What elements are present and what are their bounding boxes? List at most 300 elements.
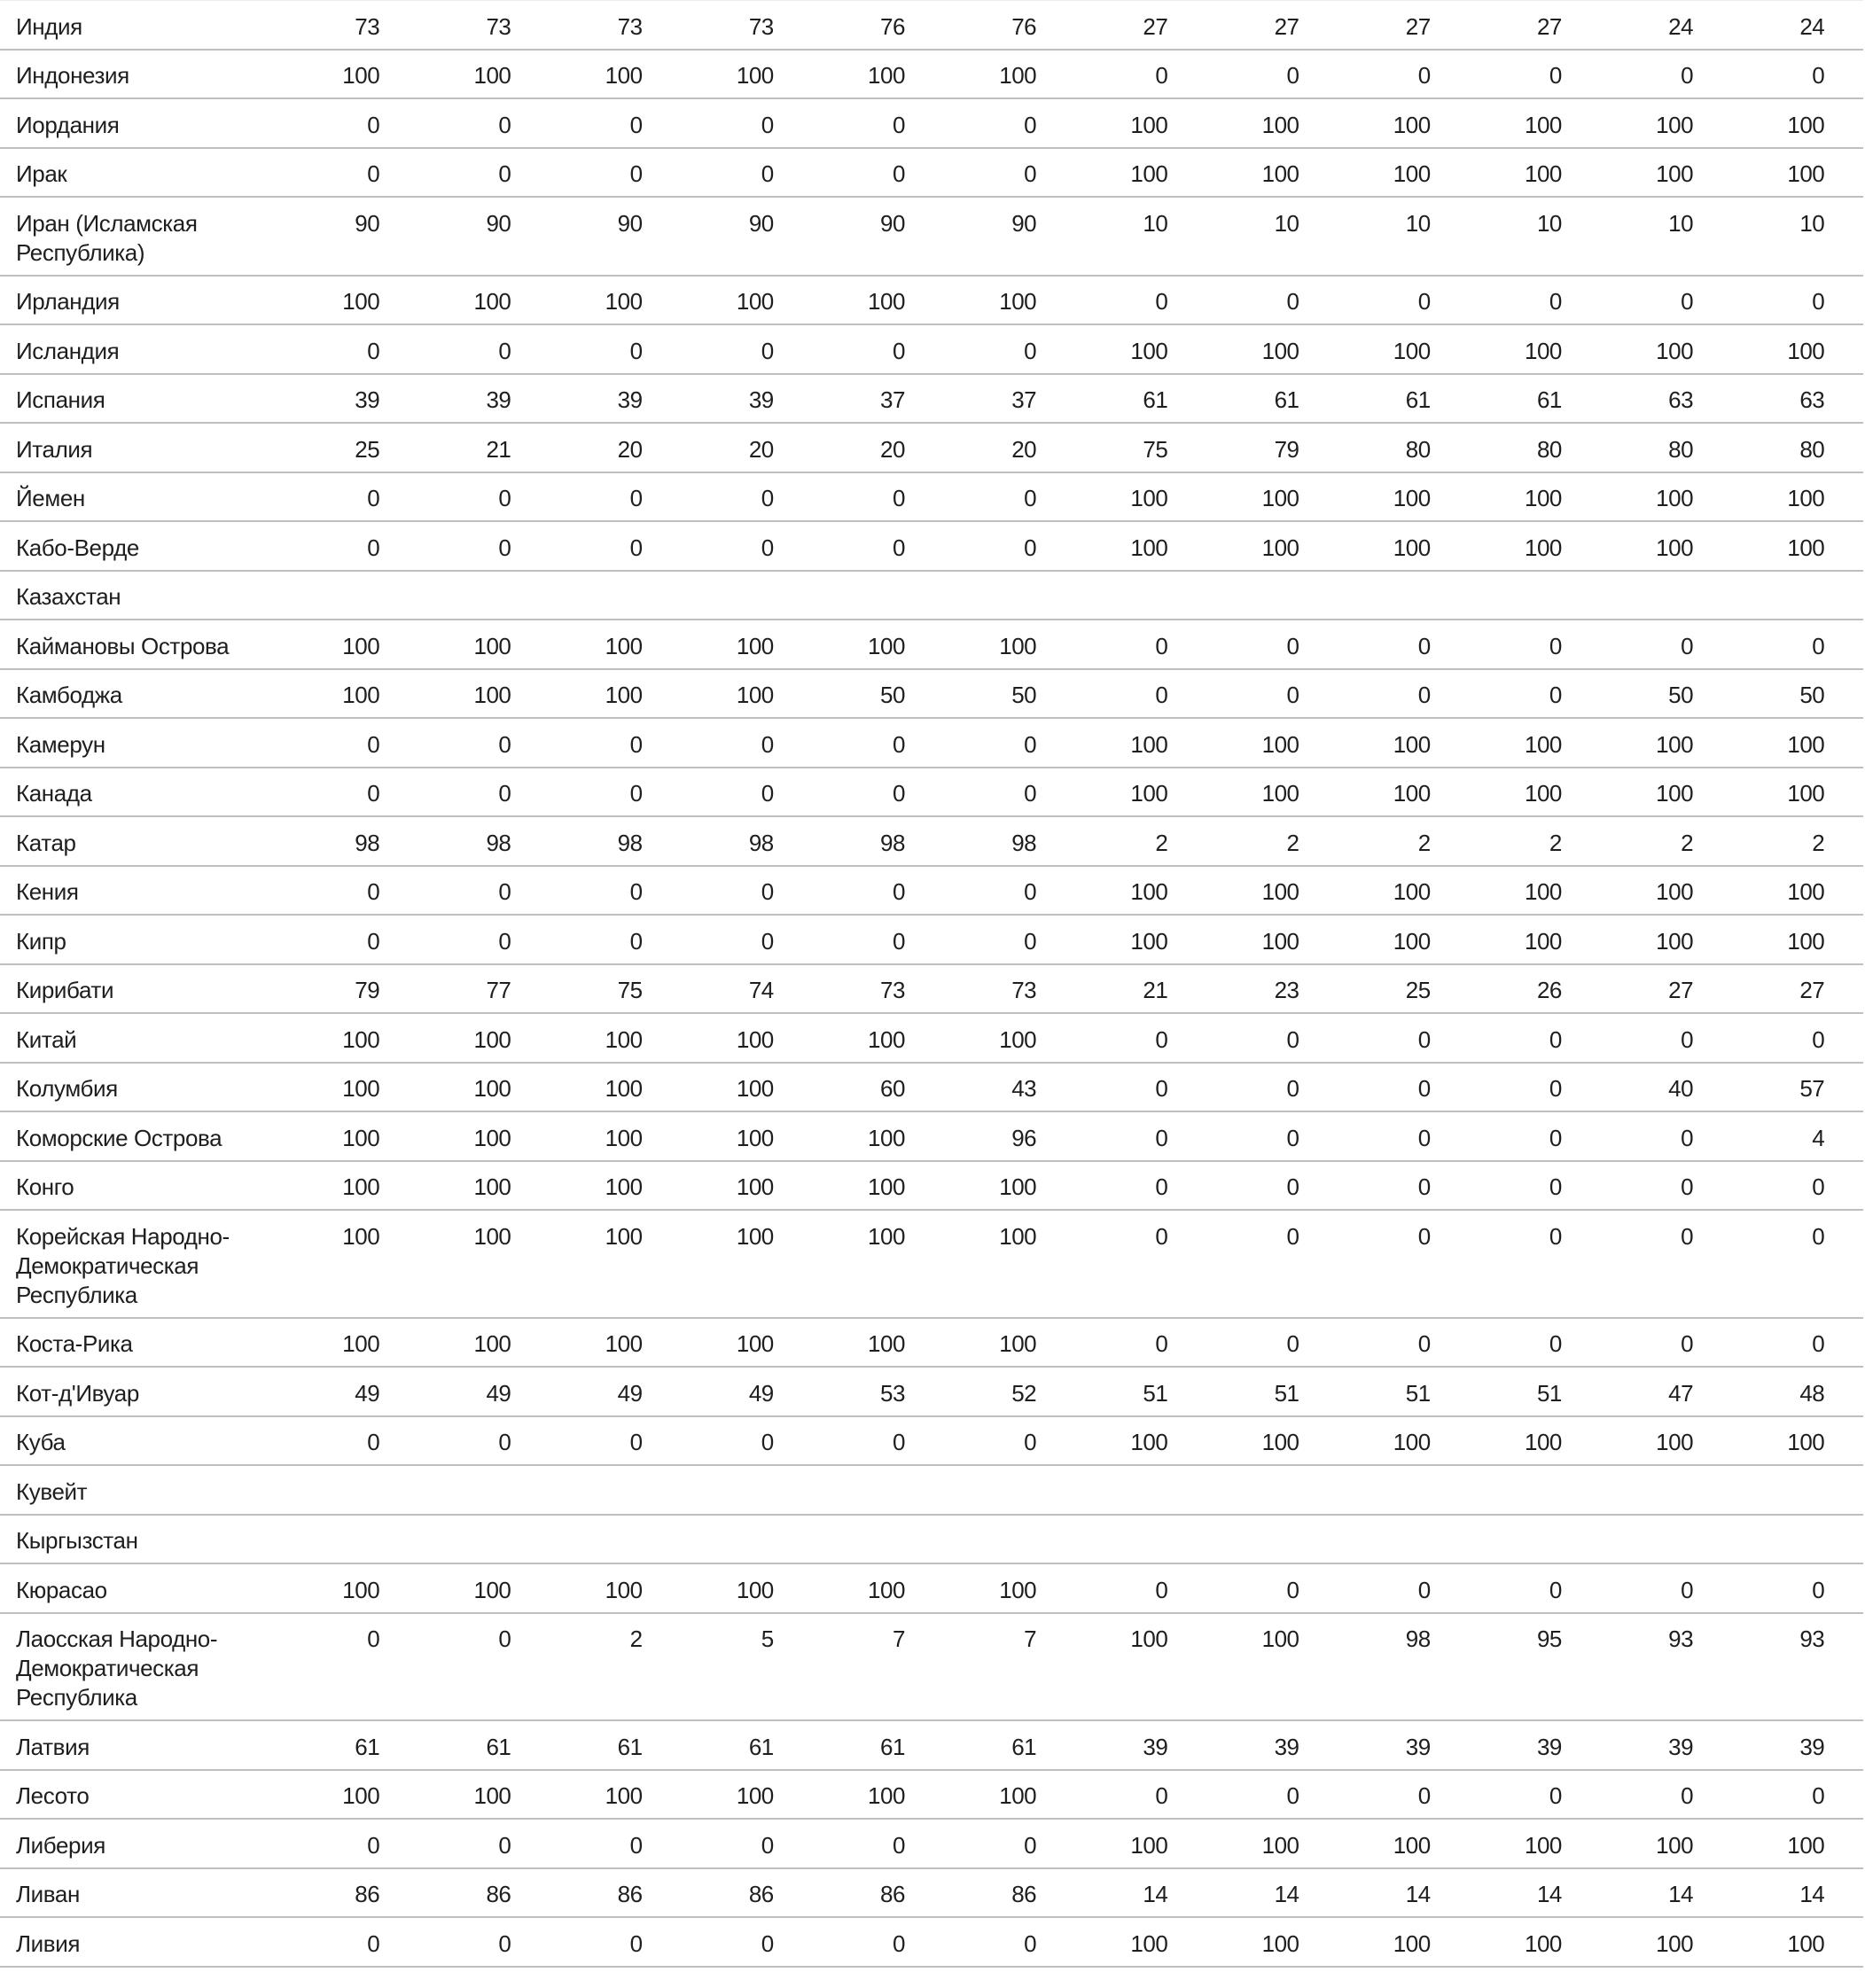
value-cell: 0 (367, 1625, 380, 1652)
value-cell (1431, 1477, 1562, 1507)
value-cell: 0 (629, 160, 643, 187)
value-cell: 27 (1799, 977, 1825, 1003)
country-name: Латвия (16, 1733, 90, 1760)
value-cell: 86 (486, 1881, 511, 1907)
table-row (0, 1918, 1863, 1968)
value-cell: 100 (1130, 1625, 1168, 1652)
value-cell: 100 (473, 632, 511, 659)
value-cell: 39 (748, 386, 774, 413)
value-cell: 100 (1261, 878, 1299, 905)
value-cells (248, 337, 1824, 366)
value-cell: 0 (761, 1831, 774, 1859)
value-cell: 48 (1799, 1379, 1825, 1407)
value-cell: 2 (629, 1625, 643, 1652)
value-cells (248, 160, 1824, 189)
country-name: Йемен (16, 485, 85, 511)
country-name: Кюрасао (16, 1576, 107, 1603)
table-row (0, 1064, 1863, 1113)
value-cell: 2 (1155, 829, 1168, 856)
value-cell: 0 (367, 534, 380, 561)
value-cell (1299, 1526, 1431, 1555)
country-name: Ливан (16, 1881, 80, 1907)
value-cell: 100 (1393, 160, 1431, 187)
table-row (0, 965, 1863, 1015)
value-cell: 51 (1405, 1379, 1431, 1407)
value-cell: 0 (1024, 534, 1037, 561)
table-row (0, 1112, 1863, 1162)
value-cell: 0 (498, 1831, 511, 1859)
value-cell: 0 (761, 1429, 774, 1455)
value-cell: 100 (473, 288, 511, 315)
value-cell: 0 (629, 485, 643, 511)
table-row (0, 149, 1863, 199)
value-cell: 0 (1681, 62, 1694, 89)
value-cell: 0 (1286, 1576, 1299, 1603)
value-cell: 100 (1787, 878, 1825, 905)
value-cell: 0 (1024, 927, 1037, 955)
country-name-line: Республика (16, 1281, 137, 1308)
value-cell: 100 (1393, 927, 1431, 955)
value-cell: 27 (1274, 12, 1299, 40)
value-cell: 100 (1656, 780, 1694, 807)
value-cell (774, 582, 905, 612)
value-cell: 0 (1681, 1173, 1694, 1200)
value-cell: 100 (1656, 485, 1694, 511)
value-cell: 100 (473, 62, 511, 89)
value-cells (248, 632, 1824, 661)
table-row (0, 620, 1863, 670)
value-cell: 100 (1261, 485, 1299, 511)
value-cell: 2 (1549, 829, 1562, 856)
table-row (0, 867, 1863, 916)
value-cell: 0 (498, 534, 511, 561)
value-cell: 98 (355, 829, 380, 856)
value-cell: 10 (1799, 209, 1825, 237)
value-cell: 100 (1656, 1429, 1694, 1455)
value-cell: 39 (617, 386, 643, 413)
value-cell: 0 (629, 1831, 643, 1859)
value-cell: 100 (999, 1222, 1037, 1250)
value-cell: 100 (1656, 1831, 1694, 1859)
value-cell: 100 (868, 632, 905, 659)
value-cell: 57 (1799, 1075, 1825, 1102)
value-cell: 39 (1143, 1733, 1168, 1760)
value-cell: 100 (473, 1576, 511, 1603)
value-cell: 61 (880, 1733, 905, 1760)
value-cell (1693, 582, 1824, 612)
table-row (0, 1466, 1863, 1516)
value-cell: 100 (1393, 1831, 1431, 1859)
value-cells (248, 1880, 1824, 1909)
value-cell: 73 (748, 12, 774, 40)
country-name: Индонезия (16, 62, 129, 89)
value-cell: 100 (605, 1124, 643, 1151)
value-cell: 100 (1656, 730, 1694, 758)
table-row (0, 1, 1863, 51)
value-cell: 0 (1286, 682, 1299, 708)
value-cells (248, 927, 1824, 956)
value-cell: 0 (892, 1429, 905, 1455)
value-cell: 0 (498, 111, 511, 138)
value-cell: 27 (1536, 12, 1562, 40)
value-cell (1299, 582, 1431, 612)
value-cell: 100 (1656, 1930, 1694, 1957)
value-cell: 79 (355, 977, 380, 1003)
value-cell: 100 (1393, 730, 1431, 758)
value-cell: 0 (629, 730, 643, 758)
value-cell: 100 (1787, 111, 1825, 138)
value-cell: 98 (1011, 829, 1037, 856)
value-cell: 100 (605, 682, 643, 708)
value-cell: 0 (629, 878, 643, 905)
value-cell: 0 (1024, 111, 1037, 138)
table-row (0, 768, 1863, 818)
value-cell: 0 (1155, 1330, 1168, 1357)
value-cell: 0 (892, 534, 905, 561)
value-cell (643, 582, 774, 612)
value-cell: 100 (736, 632, 774, 659)
value-cell: 98 (880, 829, 905, 856)
value-cell: 40 (1668, 1075, 1694, 1102)
value-cell: 100 (999, 1782, 1037, 1809)
value-cell: 100 (1524, 927, 1562, 955)
value-cell: 0 (1155, 1173, 1168, 1200)
value-cell: 100 (999, 288, 1037, 315)
value-cell: 100 (1130, 160, 1168, 187)
value-cell: 0 (761, 534, 774, 561)
value-cells (248, 1930, 1824, 1959)
value-cell: 61 (1011, 1733, 1037, 1760)
value-cell: 100 (1656, 111, 1694, 138)
value-cell: 0 (1417, 1222, 1431, 1250)
value-cell (1431, 582, 1562, 612)
value-cell: 100 (1524, 780, 1562, 807)
value-cell: 14 (1799, 1881, 1825, 1907)
value-cell: 100 (473, 1782, 511, 1809)
value-cell: 100 (1261, 1930, 1299, 1957)
value-cell: 0 (1417, 62, 1431, 89)
value-cells (248, 1329, 1824, 1359)
value-cell: 25 (355, 435, 380, 463)
value-cell: 100 (1524, 1930, 1562, 1957)
value-cell: 100 (1393, 111, 1431, 138)
value-cell: 100 (1130, 878, 1168, 905)
value-cells (248, 1222, 1824, 1251)
value-cell: 100 (736, 288, 774, 315)
value-cell: 0 (1812, 62, 1825, 89)
country-name: Иордания (16, 111, 120, 138)
value-cell: 100 (1524, 111, 1562, 138)
value-cell: 39 (1405, 1733, 1431, 1760)
value-cell: 0 (367, 1930, 380, 1957)
value-cell (905, 582, 1036, 612)
value-cell: 0 (498, 1930, 511, 1957)
value-cell: 100 (868, 288, 905, 315)
country-name: Исландия (16, 337, 120, 364)
value-cell: 100 (605, 1173, 643, 1200)
value-cell: 100 (1130, 337, 1168, 364)
country-name: Кувейт (16, 1477, 88, 1505)
value-cell: 75 (1143, 435, 1168, 463)
value-cell: 0 (1417, 632, 1431, 659)
value-cell: 100 (342, 1222, 380, 1250)
value-cell: 100 (1130, 485, 1168, 511)
value-cell: 100 (605, 1782, 643, 1809)
value-cell: 0 (1681, 632, 1694, 659)
value-cell: 0 (629, 111, 643, 138)
value-cell: 0 (1549, 1075, 1562, 1102)
value-cell: 0 (367, 160, 380, 187)
value-cell: 0 (1681, 1782, 1694, 1809)
table-row (0, 99, 1863, 149)
country-name-line: Иран (Исламская (16, 209, 198, 237)
value-cell: 90 (1011, 209, 1037, 237)
value-cell: 0 (892, 485, 905, 511)
value-cell: 100 (1656, 927, 1694, 955)
table-row (0, 424, 1863, 473)
value-cells (248, 435, 1824, 464)
value-cell: 49 (617, 1379, 643, 1407)
value-cell: 39 (1274, 1733, 1299, 1760)
value-cell: 100 (342, 1025, 380, 1053)
value-cell: 100 (736, 62, 774, 89)
value-cell: 14 (1274, 1881, 1299, 1907)
value-cell: 10 (1405, 209, 1431, 237)
value-cell: 61 (1405, 386, 1431, 413)
value-cell: 80 (1536, 435, 1562, 463)
value-cell: 100 (1130, 780, 1168, 807)
value-cell (774, 1526, 905, 1555)
value-cell: 21 (486, 435, 511, 463)
value-cell (774, 1477, 905, 1507)
value-cell (1562, 1477, 1693, 1507)
country-name: Конго (16, 1173, 74, 1200)
value-cell: 61 (486, 1733, 511, 1760)
value-cell: 47 (1668, 1379, 1694, 1407)
value-cell: 61 (1536, 386, 1562, 413)
value-cell: 0 (1549, 288, 1562, 315)
value-cells (248, 484, 1824, 513)
value-cell: 100 (473, 1173, 511, 1200)
country-name: Кения (16, 878, 79, 905)
table-row (0, 1820, 1863, 1869)
value-cell: 86 (617, 1881, 643, 1907)
value-cell: 73 (1011, 977, 1037, 1003)
value-cell: 79 (1274, 435, 1299, 463)
table-row (0, 1368, 1863, 1417)
value-cell: 37 (1011, 386, 1037, 413)
value-cell: 100 (1261, 534, 1299, 561)
value-cell: 0 (761, 337, 774, 364)
value-cell (511, 582, 642, 612)
value-cell: 96 (1011, 1124, 1037, 1151)
value-cell: 0 (892, 111, 905, 138)
value-cell: 100 (1261, 780, 1299, 807)
value-cell: 100 (342, 1124, 380, 1151)
table-row (0, 277, 1863, 326)
value-cell: 0 (1286, 1782, 1299, 1809)
value-cell: 100 (473, 1075, 511, 1102)
value-cell: 14 (1405, 1881, 1431, 1907)
value-cell: 100 (999, 1173, 1037, 1200)
value-cell: 0 (1549, 62, 1562, 89)
value-cell: 0 (1155, 632, 1168, 659)
value-cell: 100 (1787, 337, 1825, 364)
value-cell: 100 (605, 1330, 643, 1357)
value-cell: 0 (367, 337, 380, 364)
value-cell (511, 1526, 642, 1555)
value-cell: 98 (748, 829, 774, 856)
value-cell: 93 (1799, 1625, 1825, 1652)
value-cell: 63 (1799, 386, 1825, 413)
value-cell: 0 (629, 780, 643, 807)
value-cell: 63 (1668, 386, 1694, 413)
value-cell: 73 (486, 12, 511, 40)
value-cell: 86 (1011, 1881, 1037, 1907)
value-cell: 100 (1524, 485, 1562, 511)
value-cell: 100 (1130, 730, 1168, 758)
value-cell: 10 (1668, 209, 1694, 237)
value-cell: 7 (892, 1625, 905, 1652)
value-cell: 100 (999, 1576, 1037, 1603)
value-cell: 0 (892, 1831, 905, 1859)
value-cell: 100 (605, 632, 643, 659)
country-name-line: Корейская Народно- (16, 1222, 230, 1250)
country-name: Куба (16, 1429, 66, 1455)
value-cell: 7 (1024, 1625, 1037, 1652)
value-cell: 0 (761, 927, 774, 955)
value-cell (1036, 1526, 1167, 1555)
value-cell: 0 (1812, 1222, 1825, 1250)
value-cells (248, 287, 1824, 316)
table-row (0, 1516, 1863, 1565)
value-cell: 100 (605, 1576, 643, 1603)
value-cell: 0 (1155, 1576, 1168, 1603)
value-cell (1167, 1477, 1299, 1507)
value-cells (248, 111, 1824, 140)
value-cell (1693, 1526, 1824, 1555)
value-cell: 0 (1417, 1075, 1431, 1102)
value-cell: 0 (761, 780, 774, 807)
value-cell: 20 (617, 435, 643, 463)
value-cell: 0 (1155, 1222, 1168, 1250)
value-cell: 0 (498, 730, 511, 758)
value-cells (248, 1781, 1824, 1811)
value-cell: 0 (1155, 288, 1168, 315)
value-cell: 0 (1024, 780, 1037, 807)
value-cells (248, 976, 1824, 1005)
country-name (0, 1625, 248, 1712)
value-cell: 0 (1286, 1173, 1299, 1200)
value-cell: 100 (1787, 1930, 1825, 1957)
value-cell: 93 (1668, 1625, 1694, 1652)
value-cell: 100 (342, 682, 380, 708)
value-cell: 0 (1549, 682, 1562, 708)
value-cells (248, 61, 1824, 90)
value-cell: 0 (498, 780, 511, 807)
value-cell: 100 (736, 1075, 774, 1102)
value-cell: 26 (1536, 977, 1562, 1003)
value-cell (1562, 1526, 1693, 1555)
value-cell: 100 (1787, 1831, 1825, 1859)
value-cell: 27 (1143, 12, 1168, 40)
value-cell: 0 (1155, 1124, 1168, 1151)
value-cell: 49 (486, 1379, 511, 1407)
value-cell: 100 (1130, 534, 1168, 561)
value-cell: 100 (342, 1782, 380, 1809)
value-cell (1036, 1477, 1167, 1507)
value-cell: 100 (605, 1222, 643, 1250)
value-cell: 100 (1656, 160, 1694, 187)
value-cells (248, 582, 1824, 612)
value-cell: 0 (1155, 682, 1168, 708)
value-cells (248, 1428, 1824, 1457)
value-cell: 0 (1417, 1782, 1431, 1809)
value-cell: 0 (1286, 1330, 1299, 1357)
value-cell: 0 (1812, 1025, 1825, 1053)
value-cell: 100 (473, 1330, 511, 1357)
value-cell (1167, 582, 1299, 612)
table-row (0, 51, 1863, 100)
value-cell: 0 (498, 878, 511, 905)
value-cell: 0 (761, 1930, 774, 1957)
value-cell: 27 (1668, 977, 1694, 1003)
value-cell: 100 (342, 632, 380, 659)
value-cell: 50 (880, 682, 905, 708)
value-cell: 24 (1668, 12, 1694, 40)
value-cell: 98 (617, 829, 643, 856)
value-cell: 100 (868, 1330, 905, 1357)
value-cell (905, 1477, 1036, 1507)
value-cell: 50 (1799, 682, 1825, 708)
value-cell: 0 (1286, 1025, 1299, 1053)
country-name: Ирландия (16, 288, 120, 315)
country-name (0, 1222, 248, 1310)
value-cell: 10 (1143, 209, 1168, 237)
value-cell: 100 (1130, 1429, 1168, 1455)
value-cell: 39 (1668, 1733, 1694, 1760)
value-cell: 53 (880, 1379, 905, 1407)
value-cell: 0 (1549, 1025, 1562, 1053)
value-cell: 60 (880, 1075, 905, 1102)
country-name-line: Республика) (16, 238, 145, 266)
country-name: Ирак (16, 160, 67, 187)
country-name: Италия (16, 435, 93, 463)
value-cell: 43 (1011, 1075, 1037, 1102)
value-cell: 49 (355, 1379, 380, 1407)
value-cell: 100 (1787, 730, 1825, 758)
value-cell: 0 (1024, 160, 1037, 187)
value-cell: 10 (1536, 209, 1562, 237)
value-cell: 100 (1524, 534, 1562, 561)
country-name: Кыргызстан (16, 1527, 138, 1554)
value-cell: 61 (355, 1733, 380, 1760)
value-cell: 0 (1812, 288, 1825, 315)
table-row (0, 325, 1863, 375)
value-cell: 86 (355, 1881, 380, 1907)
value-cell: 0 (1417, 1576, 1431, 1603)
value-cell: 100 (1524, 1429, 1562, 1455)
value-cell: 100 (1524, 160, 1562, 187)
value-cell: 52 (1011, 1379, 1037, 1407)
value-cells (248, 534, 1824, 563)
value-cell: 23 (1274, 977, 1299, 1003)
country-name: Либерия (16, 1831, 105, 1859)
value-cells (248, 829, 1824, 858)
value-cell: 61 (617, 1733, 643, 1760)
value-cell: 14 (1143, 1881, 1168, 1907)
table-row (0, 522, 1863, 572)
